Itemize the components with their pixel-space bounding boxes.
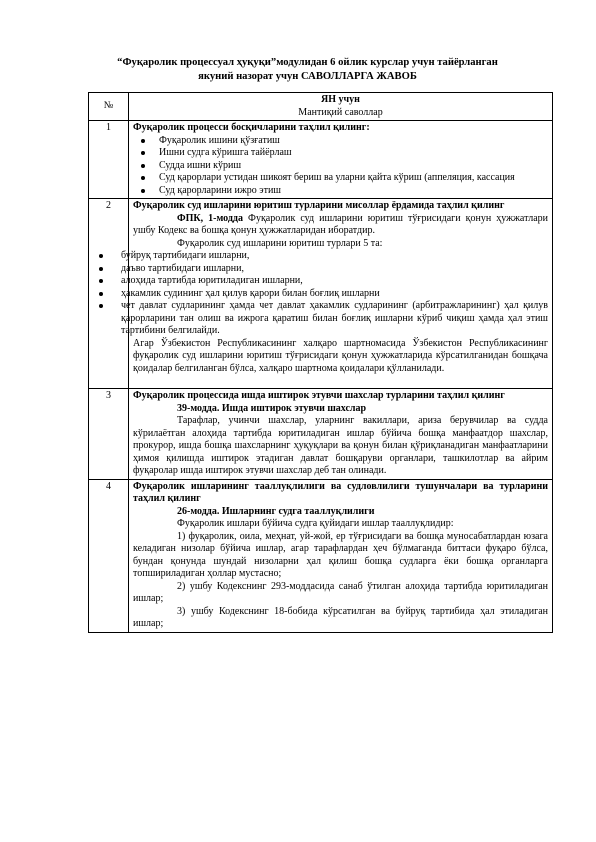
question-text: Фуқаролик ишларининг тааллуқлилиги ва судловлилиги тушунчалари ва турларини таҳлил қилинг xyxy=(133,480,548,504)
header-title: ЯН учун xyxy=(321,94,360,105)
spacer xyxy=(133,375,548,387)
list-item: чет давлат судларининг ҳамда чет давлат ҳакамлик судларининг (арбитражларининг) ҳал қилув қарорларини тан олиш ва ижрога қаратиш билан боғлиқ ишларни кўриб чиқиш ҳамда ҳал этиш тартибини белгилайди. xyxy=(96,300,548,338)
article-body: Тарафлар, учинчи шахслар, уларнинг вакиллари, ариза берувчилар ва судда кўрилаётган алоҳида тартибда юритиладиган ишлар бўйича бошқа манфаатдор шахслар, прокурор, ишда бошқа шахсларнинг ҳуқуқлари ва қонун билан қўриқланадиган манфаатларини ҳимоя қилишда иштирок этадиган давлат бошқаруви органлари, ташкилотлар ва айрим фуқаролар ишда иштирок этувчи шахслар деб тан олинади. xyxy=(133,415,548,476)
header-subtitle: Мантиқий саволлар xyxy=(298,106,383,118)
list-item: Суд қарорларини ижро этиш xyxy=(133,185,548,198)
list-item: буйруқ тартибидаги ишларни, xyxy=(96,250,548,263)
list-item: алоҳида тартибда юритиладиган ишларни, xyxy=(96,275,548,288)
types-list xyxy=(121,250,548,338)
table-row xyxy=(89,121,553,199)
answer-cell xyxy=(121,199,553,389)
document-title xyxy=(60,56,555,84)
article-clause: 1) фуқаролик, оила, меҳнат, уй-жой, ер тўғрисидаги ва бошқа муносабатлардан юзага келадиган низолар бўйича ишлар, агар тарафлардан ҳеч бўлмаганда биттаси фуқаро бўлса, бундан қонунда шундай низоларни ҳал қилиш бошқа судларга ёки бошқа органларга топшириладиган ҳоллар мустасно; xyxy=(133,530,548,579)
question-text: Фуқаролик процессида ишда иштирок этувчи шахслар турларини таҳлил қилинг xyxy=(133,390,505,401)
row-number: 1 xyxy=(89,121,129,199)
article-clause: 2) ушбу Кодекснинг 293-моддасида санаб ўтилган алоҳида тартибда юритиладиган ишлар; xyxy=(133,580,548,604)
article-paragraph xyxy=(133,213,548,238)
article-heading: 26-модда. Ишларнинг судга тааллуқлилиги xyxy=(177,505,375,517)
table-row xyxy=(89,389,553,480)
table-row xyxy=(89,199,553,389)
article-label: ФПК, 1-модда xyxy=(177,212,243,224)
row-number: 4 xyxy=(89,479,129,632)
answer-cell xyxy=(129,479,553,632)
answers-table xyxy=(88,92,553,633)
row-number: 3 xyxy=(89,389,129,480)
title-line-1: “Фуқаролик процессуал ҳуқуқи”модулидан 6 ойлик курслар учун тайёрланган xyxy=(117,57,498,68)
list-item: даъво тартибидаги ишларни, xyxy=(96,263,548,276)
answer-cell xyxy=(129,121,553,199)
list-item: Ишни судга кўришга тайёрлаш xyxy=(133,147,548,160)
list-item: Фуқаролик ишини қўзғатиш xyxy=(133,135,548,148)
article-heading: 39-модда. Ишда иштирок этувчи шахслар xyxy=(177,402,367,414)
list-item: Судда ишни кўриш xyxy=(133,160,548,173)
header-number: № xyxy=(89,93,129,121)
answer-cell xyxy=(129,389,553,480)
article-text: Фуқаролик суд ишларини юритиш тўғрисидаги қонун ҳужжатлари ушбу Кодекс ва бошқа қонун ҳужжатларидан иборатдир. xyxy=(133,212,548,236)
question-text: Фуқаролик процесси босқичларини таҳлил қилинг: xyxy=(133,122,370,133)
title-line-2: якуний назорат учун САВОЛЛАРГА ЖАВОБ xyxy=(198,71,417,82)
header-cell xyxy=(129,93,553,121)
article-clause: 3) ушбу Кодекснинг 18-бобида кўрсатилган ва буйруқ тартибида ҳал этиладиган ишлар; xyxy=(133,605,548,629)
stages-list xyxy=(133,135,548,198)
list-item: ҳакамлик судининг ҳал қилув қарори билан боғлиқ ишларни xyxy=(96,288,548,301)
table-header-row xyxy=(89,93,553,121)
types-intro: Фуқаролик суд ишларини юритиш турлари 5 та: xyxy=(177,237,383,249)
row-number: 2 xyxy=(89,199,129,389)
table-row xyxy=(89,479,553,632)
article-intro: Фуқаролик ишлари бўйича судга қуйидаги ишлар тааллуқлидир: xyxy=(177,518,454,529)
closing-paragraph: Агар Ўзбекистон Республикасининг халқаро шартномасида Ўзбекистон Республикасининг фуқаролик суд ишларини юритиш тўғрисидаги қонун ҳужжатларида кўрсатилганидан бошқача қоидалар белгиланган бўлса, халқаро шартнома қоидалари қўлланилади. xyxy=(133,337,548,374)
question-text: Фуқаролик суд ишларини юритиш турларини мисоллар ёрдамида таҳлил қилинг xyxy=(133,200,505,211)
list-item: Суд қарорлари устидан шикоят бериш ва уларни қайта кўриш (аппеляция, кассация xyxy=(133,172,548,185)
